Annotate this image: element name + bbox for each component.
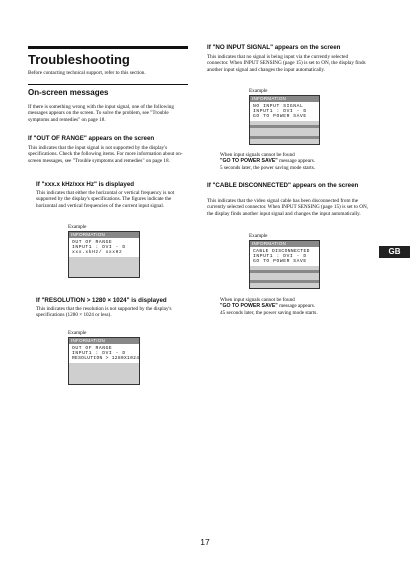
osd-no-input-example — [249, 95, 320, 145]
osd-title-bar: INFORMATION — [250, 96, 319, 102]
osd-background — [69, 257, 139, 277]
cable-after-1: When input signals cannot be found — [220, 297, 295, 303]
no-input-heading: If "NO INPUT SIGNAL" appears on the screen — [207, 44, 341, 51]
title-rule — [28, 46, 188, 49]
example-label: Example — [249, 88, 268, 94]
no-input-after-2 — [220, 158, 370, 164]
osd-line: CABLE DISCONNECTED — [253, 249, 310, 254]
after-text: message appears. — [279, 303, 316, 309]
page-title: Troubleshooting — [28, 52, 130, 67]
cable-heading: If "CABLE DISCONNECTED" appears on the screen — [207, 182, 359, 189]
out-of-range-heading: If "OUT OF RANGE" appears on the screen — [28, 135, 155, 142]
osd-line: RESOLUTION > 1280X1024 — [72, 356, 140, 362]
section-intro: If there is something wrong with the input signal, one of the following messages appears on the screen. To solve the problem, see "Trouble symptoms and remedies" on page 18. — [28, 104, 174, 123]
example-label: Example — [68, 330, 87, 336]
osd-resolution-example — [68, 337, 140, 385]
power-save-label: "GO TO POWER SAVE" — [220, 303, 278, 309]
osd-band — [250, 136, 319, 139]
no-input-after-3: 5 seconds later, the power saving mode starts. — [220, 165, 316, 171]
after-text: message appears. — [279, 158, 316, 164]
osd-title-bar: INFORMATION — [250, 241, 319, 247]
osd-line: GO TO POWER SAVE — [253, 259, 307, 265]
freq-text: This indicates that either the horizontal or vertical frequency is not supported by the display's specifications. The figures indicate the horizontal and vertical frequencies of the current input signal. — [36, 190, 175, 209]
osd-title-bar: INFORMATION — [69, 232, 139, 238]
osd-line: xxx.xkHz/ xxxHz — [72, 250, 123, 256]
osd-band — [250, 270, 319, 273]
osd-background — [69, 363, 139, 384]
page-number: 17 — [200, 537, 210, 547]
cable-after-2 — [220, 303, 370, 309]
osd-title-bar: INFORMATION — [69, 338, 139, 344]
osd-line: INPUT1 : DVI - D — [72, 351, 126, 357]
osd-freq-example — [68, 231, 140, 278]
section-title: On-screen messages — [28, 88, 109, 97]
osd-line: NO INPUT SIGNAL — [253, 104, 304, 109]
osd-line: GO TO POWER SAVE — [253, 114, 307, 120]
resolution-text: This indicates that the resolution is not supported by the display's specifications (1280 × 1024 or less). — [36, 306, 172, 319]
osd-line: OUT OF RANGE — [72, 346, 113, 351]
section-rule — [28, 84, 188, 85]
osd-line: INPUT1 : DVI - D — [72, 245, 126, 251]
no-input-text: This indicates that no signal is being input via the currently selected connector. When INPUT SENSING (page 15) is set to ON, the display finds another input signal and changes the input automatically. — [207, 54, 366, 73]
osd-line: INPUT1 : DVI - D — [253, 254, 307, 260]
freq-subheading: If "xxx.x kHz/xxx Hz" is displayed — [36, 181, 135, 188]
no-input-after-1: When input signals cannot be found — [220, 152, 295, 158]
osd-cable-example — [249, 240, 320, 289]
osd-line: INPUT1 : DVI - D — [253, 109, 307, 115]
cable-after-3: 45 seconds later, the power saving mode starts. — [220, 310, 318, 316]
resolution-subheading: If "RESOLUTION > 1280 × 1024" is displayed — [36, 297, 167, 304]
language-tab: GB — [379, 246, 410, 258]
example-label: Example — [68, 224, 87, 230]
osd-band — [250, 125, 319, 128]
power-save-label: "GO TO POWER SAVE" — [220, 158, 278, 164]
example-label: Example — [249, 233, 268, 239]
out-of-range-text: This indicates that the input signal is not supported by the display's specifications. Check the following items. For more information about on-screen messages, see "Trouble symptoms and remedies" on page 18. — [28, 145, 183, 164]
cable-text: This indicates that the video signal cable has been disconnected from the currently selected connector. When INPUT SENSING (page 15) is set to ON, the display finds another input signal and changes the input automatically. — [207, 198, 369, 217]
intro-text: Before contacting technical support, refer to this section. — [28, 70, 146, 76]
osd-band — [250, 280, 319, 283]
osd-line: OUT OF RANGE — [72, 240, 113, 245]
